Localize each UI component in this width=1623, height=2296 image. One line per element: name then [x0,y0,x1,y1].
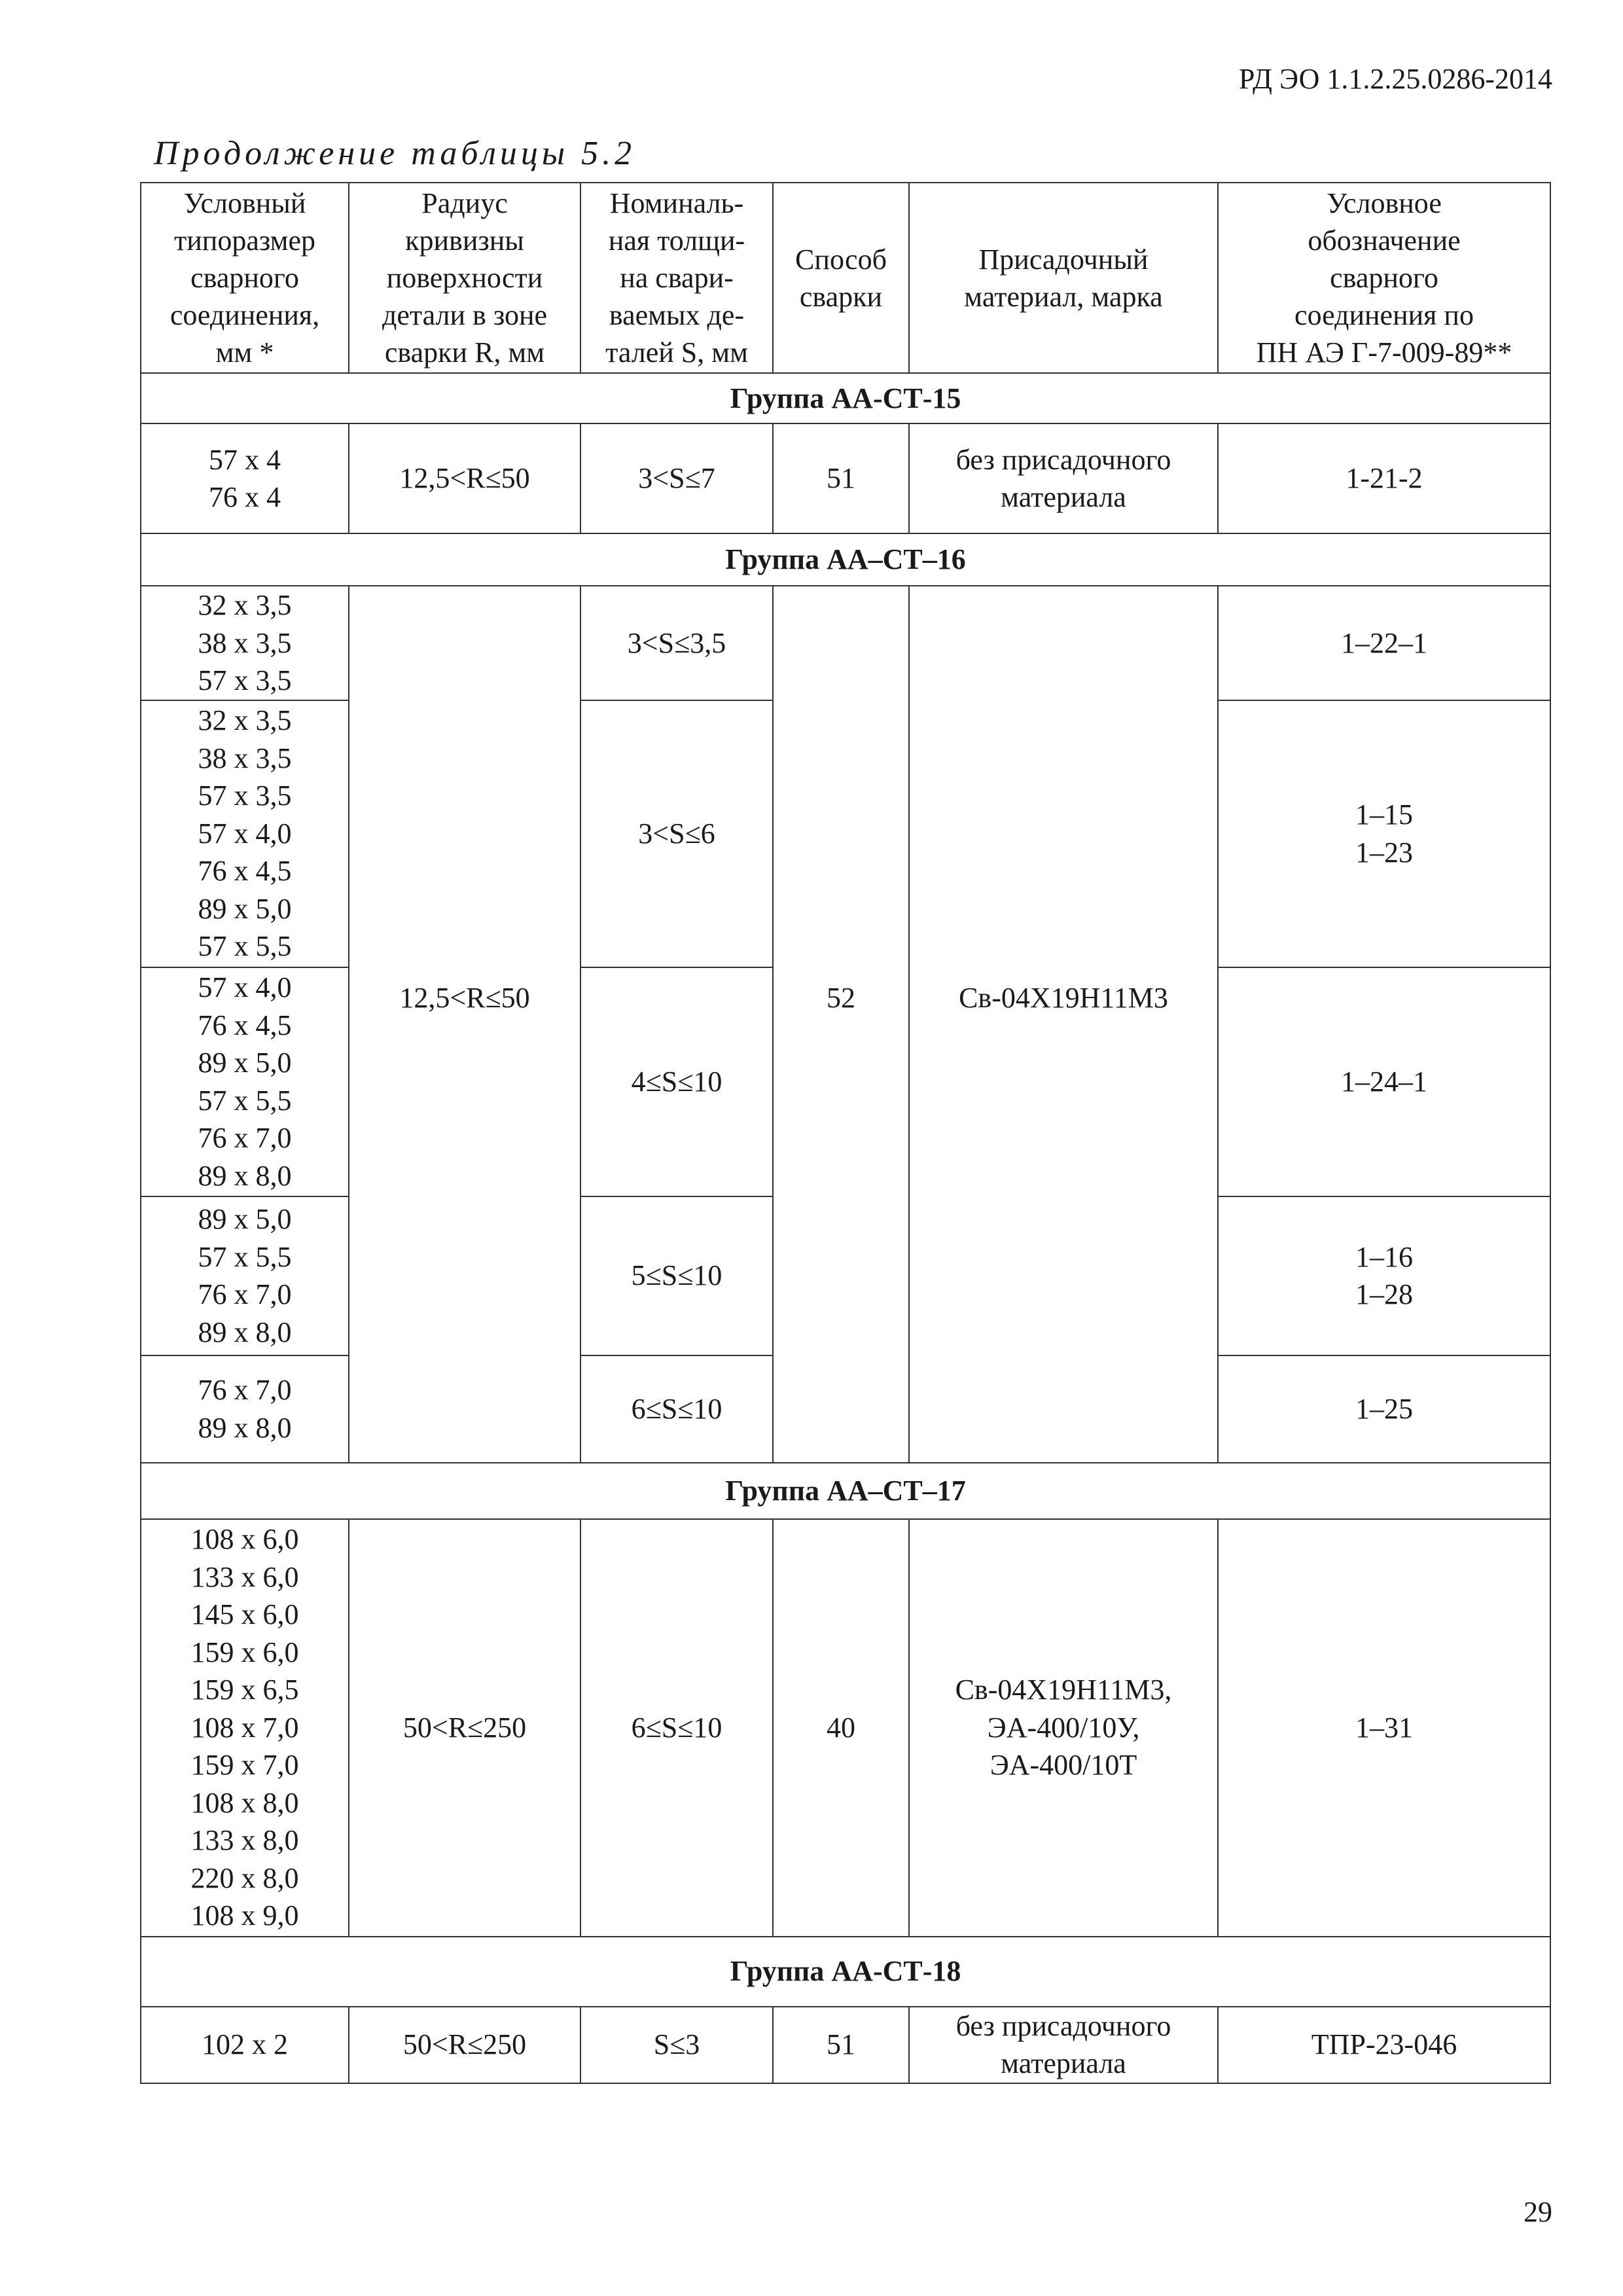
filler-cell: без присадочного материала [909,2007,1218,2083]
header-designation: Условное обозначение сварного соединения по ПН АЭ Г-7-009-89** [1218,183,1550,373]
group-title: Группа АА-СТ-18 [141,1937,1550,2007]
radius-cell: 12,5<R≤50 [349,423,580,533]
group-title: Группа АА-СТ-15 [141,373,1550,423]
size-cell: 108 х 6,0 133 х 6,0 145 х 6,0 159 х 6,0 159 х 6,5 108 х 7,0 159 х 7,0 108 х 8,0 133 х 8,0 220 х 8,0 108 х 9,0 [141,1519,349,1937]
method-cell: 51 [773,423,909,533]
size-cell: 32 х 3,5 38 х 3,5 57 х 3,5 [141,586,349,700]
group-title: Группа АА–СТ–16 [141,533,1550,586]
method-cell: 51 [773,2007,909,2083]
table-caption: Продолжение таблицы 5.2 [154,135,636,172]
header-size: Условный типоразмер сварного соединения, мм * [141,183,349,373]
table-row [141,586,1550,700]
group-row [141,1937,1550,2007]
filler-cell: без присадочного материала [909,423,1218,533]
group-row [141,1463,1550,1519]
designation-cell: 1–16 1–28 [1218,1196,1550,1355]
size-cell: 89 х 5,0 57 х 5,5 76 х 7,0 89 х 8,0 [141,1196,349,1355]
method-cell: 40 [773,1519,909,1937]
header-thickness: Номиналь- ная толщи- на свари- ваемых де- талей S, мм [580,183,773,373]
designation-cell: 1–25 [1218,1355,1550,1463]
table-row [141,2007,1550,2083]
page-number: 29 [1524,2196,1552,2228]
filler-cell: Св-04Х19Н11М3, ЭА-400/10У, ЭА-400/10Т [909,1519,1218,1937]
weld-joints-table [140,182,1551,2084]
designation-cell: 1–22–1 [1218,586,1550,700]
thickness-cell: 6≤S≤10 [580,1519,773,1937]
group-row [141,373,1550,423]
thickness-cell: 3<S≤6 [580,700,773,967]
table-row [141,1519,1550,1937]
size-cell: 57 х 4,0 76 х 4,5 89 х 5,0 57 х 5,5 76 х 7,0 89 х 8,0 [141,967,349,1196]
designation-cell: 1–24–1 [1218,967,1550,1196]
method-cell: 52 [773,586,909,1463]
header-method: Способ сварки [773,183,909,373]
designation-cell: 1–31 [1218,1519,1550,1937]
size-cell: 76 х 7,0 89 х 8,0 [141,1355,349,1463]
radius-cell: 12,5<R≤50 [349,586,580,1463]
document-code: РД ЭО 1.1.2.25.0286-2014 [1238,63,1552,95]
group-title: Группа АА–СТ–17 [141,1463,1550,1519]
filler-cell: Св-04Х19Н11М3 [909,586,1218,1463]
thickness-cell: 3<S≤7 [580,423,773,533]
designation-cell: 1-21-2 [1218,423,1550,533]
group-row [141,533,1550,586]
size-cell: 32 х 3,5 38 х 3,5 57 х 3,5 57 х 4,0 76 х 4,5 89 х 5,0 57 х 5,5 [141,700,349,967]
designation-cell: 1–15 1–23 [1218,700,1550,967]
table-header-row [141,183,1550,373]
thickness-cell: 6≤S≤10 [580,1355,773,1463]
table-row [141,423,1550,533]
size-cell: 102 х 2 [141,2007,349,2083]
thickness-cell: 4≤S≤10 [580,967,773,1196]
radius-cell: 50<R≤250 [349,1519,580,1937]
radius-cell: 50<R≤250 [349,2007,580,2083]
thickness-cell: S≤3 [580,2007,773,2083]
header-filler: Присадочный материал, марка [909,183,1218,373]
header-radius: Радиус кривизны поверхности детали в зоне сварки R, мм [349,183,580,373]
designation-cell: ТПР-23-046 [1218,2007,1550,2083]
thickness-cell: 5≤S≤10 [580,1196,773,1355]
thickness-cell: 3<S≤3,5 [580,586,773,700]
size-cell: 57 х 4 76 х 4 [141,423,349,533]
